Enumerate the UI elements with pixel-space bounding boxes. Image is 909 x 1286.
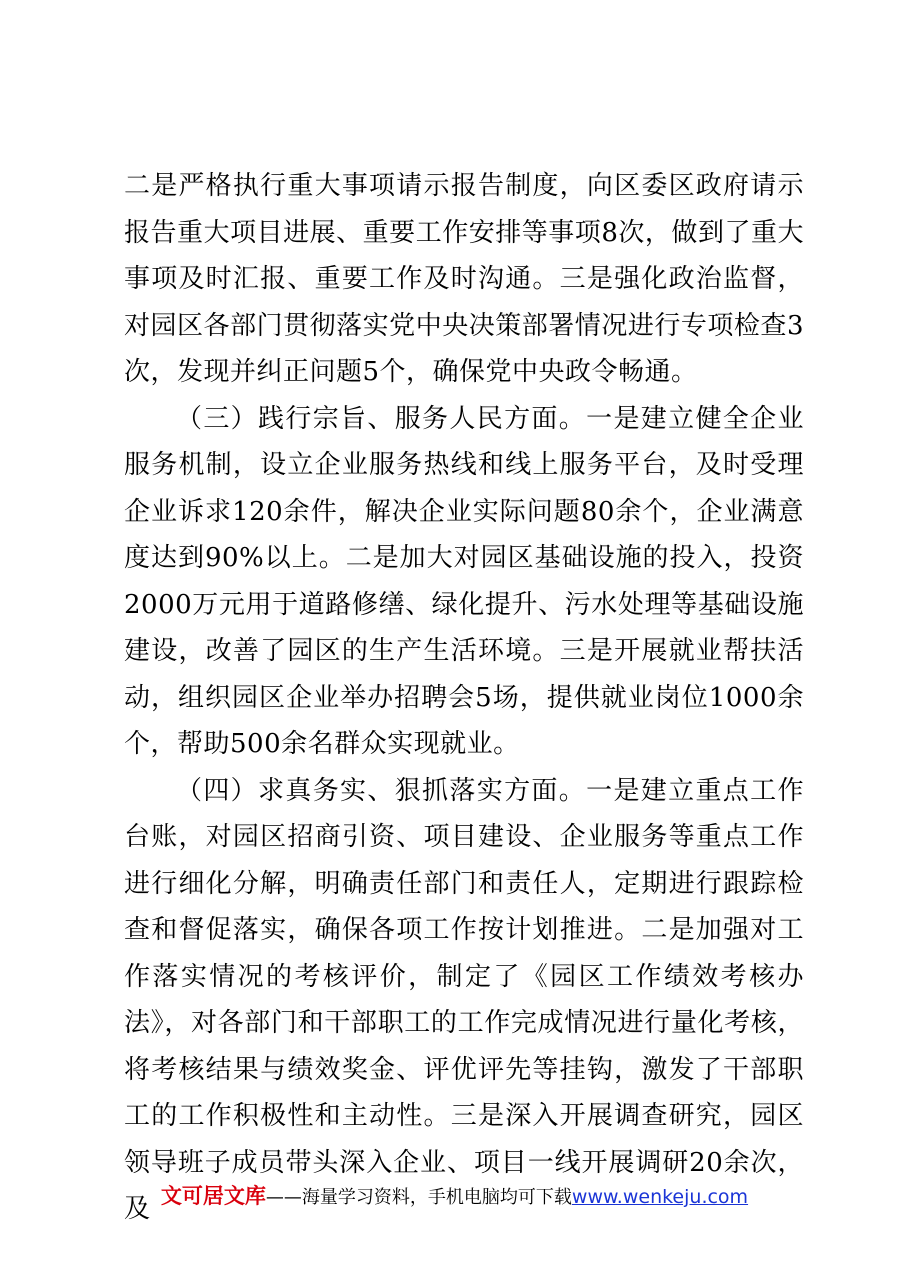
footer-banner: [0, 1180, 909, 1210]
footer-website-link[interactable]: www.wenkeju.com: [571, 1186, 749, 1208]
paragraph-section-three: （三）践行宗旨、服务人民方面。一是建立健全企业服务机制，设立企业服务热线和线上服务平台，及时受理企业诉求120余件，解决企业实际问题80余个，企业满意度达到90%以上。二是加大对园区基础设施的投入，投资2000万元用于道路修缮、绿化提升、污水处理等基础设施建设，改善了园区的生产生活环境。三是开展就业帮扶活动，组织园区企业举办招聘会5场，提供就业岗位1000余个，帮助500余名群众实现就业。: [124, 403, 804, 759]
footer-slogan: ——海量学习资料，手机电脑均可下载: [265, 1187, 572, 1208]
paragraph-section-four: （四）求真务实、狠抓落实方面。一是建立重点工作台账，对园区招商引资、项目建设、企业服务等重点工作进行细化分解，明确责任部门和责任人，定期进行跟踪检查和督促落实，确保各项工作按计划推进。二是加强对工作落实情况的考核评价，制定了《园区工作绩效考核办法》，对各部门和干部职工的工作完成情况进行量化考核，将考核结果与绩效奖金、评优评先等挂钩，激发了干部职工的工作积极性和主动性。三是深入开展调查研究，园区领导班子成员带头深入企业、项目一线开展调研20余次，及: [124, 775, 804, 1224]
paragraph-continuation: 二是严格执行重大事项请示报告制度，向区委区政府请示报告重大项目进展、重要工作安排等事项8次，做到了重大事项及时汇报、重要工作及时沟通。三是强化政治监督，对园区各部门贯彻落实党中央决策部署情况进行专项检查3次，发现并纠正问题5个，确保党中央政令畅通。: [124, 171, 804, 387]
document-body: [124, 163, 804, 1233]
footer-brand: 文可居文库: [160, 1184, 266, 1208]
